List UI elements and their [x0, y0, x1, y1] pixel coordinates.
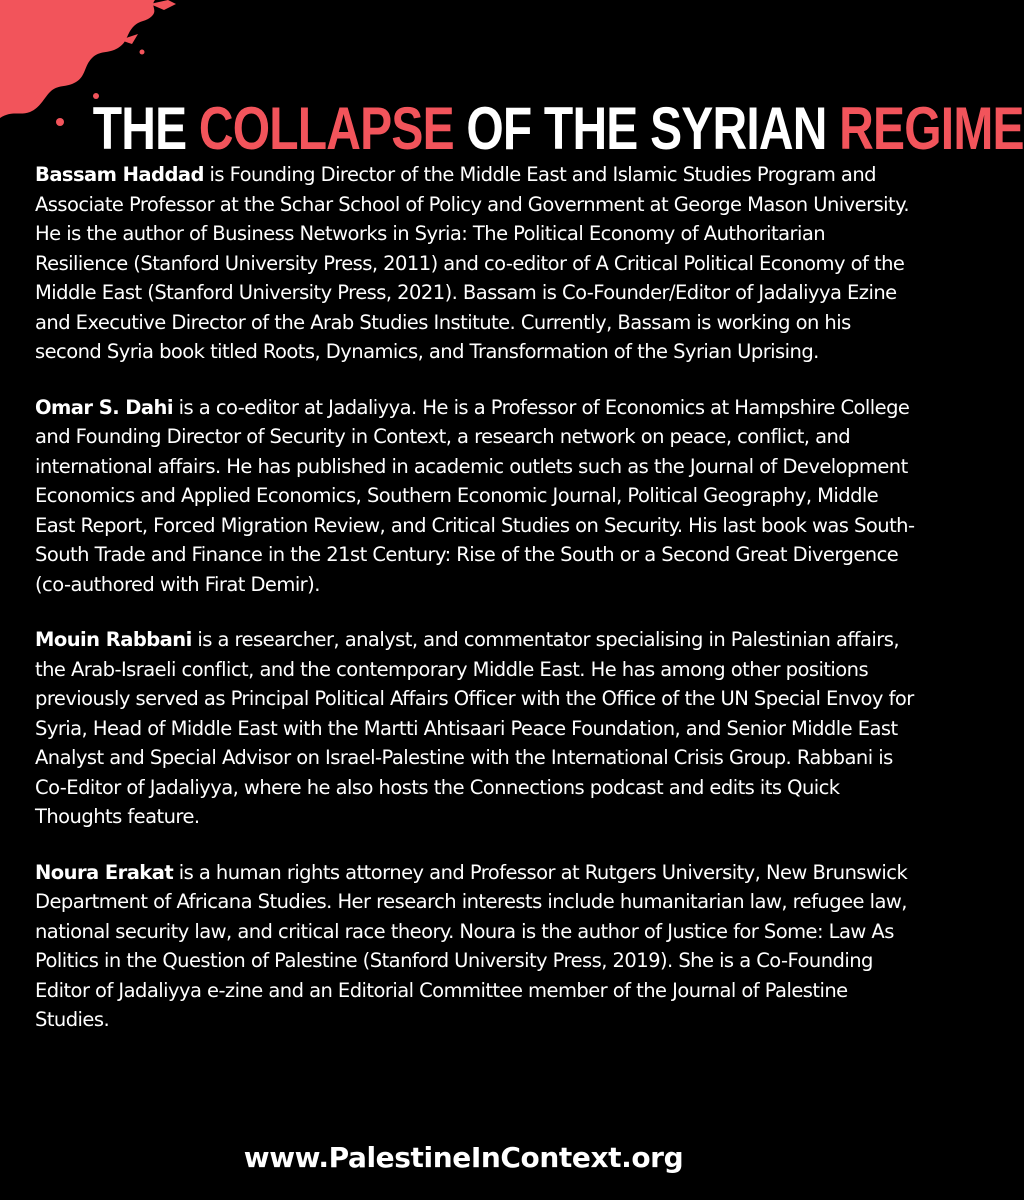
bio-text: is a co-editor at Jadaliyya. He is a Professor of Economics at Hampshire College and Founding Director of Security in Context, a research network on peace, conflict, and international affairs. He has published in academic outlets such as the Journal of Development Economics and Applied Economics, Southern Economic Journal, Political Geography, Middle East Report, Forced Migration Review, and Critical Studies on Security. His last book was South-South Trade and Finance in the 21st Century: Rise of the South or a Second Great Divergence (co-authored with Firat Demir).: [35, 395, 915, 596]
title-part-1: THE: [92, 95, 199, 163]
website-url[interactable]: www.PalestineInContext.org: [243, 1141, 684, 1174]
title-part-2: OF THE SYRIAN: [453, 95, 840, 163]
bio-name: Noura Erakat: [35, 860, 174, 884]
bio-text: is Founding Director of the Middle East and Islamic Studies Program and Associate Professor at the Schar School of Policy and Government at George Mason University. He is the author of Business Networks in Syria: The Political Economy of Authoritarian Resilience (Stanford University Press, 2011) and co-editor of A Critical Political Economy of the Middle East (Stanford University Press, 2021). Bassam is Co-Founder/Editor of Jadaliyya Ezine and Executive Director of the Arab Studies Institute. Currently, Bassam is working on his second Syria book titled Roots, Dynamics, and Transformation of the Syrian Uprising.: [35, 163, 909, 363]
bio-noura-erakat: [35, 858, 915, 1035]
title-accent-collapse: COLLAPSE: [198, 95, 454, 163]
bio-bassam-haddad: [35, 160, 915, 367]
bio-text: is a researcher, analyst, and commentator specialising in Palestinian affairs, the Arab-Israeli conflict, and the contemporary Middle East. He has among other positions previously served as Principal Political Affairs Officer with the Office of the UN Special Envoy for Syria, Head of Middle East with the Martti Ahtisaari Peace Foundation, and Senior Middle East Analyst and Special Advisor on Israel-Palestine with the International Crisis Group. Rabbani is Co-Editor of Jadaliyya, where he also hosts the Connections podcast and edits its Quick Thoughts feature.: [35, 628, 914, 828]
bio-mouin-rabbani: [35, 625, 915, 832]
speaker-bios: [35, 160, 915, 1061]
bio-name: Bassam Haddad: [35, 163, 204, 186]
bio-text: is a human rights attorney and Professor at Rutgers University, New Brunswick Department of Africana Studies. Her research interests include humanitarian law, refugee law, national security law, and critical race theory. Noura is the author of Justice for Some: Law As Politics in the Question of Palestine (Stanford University Press, 2019). She is a Co-Founding Editor of Jadaliyya e-zine and an Editorial Committee member of the Journal of Palestine Studies.: [35, 860, 908, 1031]
bio-name: Mouin Rabbani: [35, 628, 192, 651]
bio-name: Omar S. Dahi: [35, 395, 174, 419]
title-accent-regime: REGIME: [839, 95, 1024, 163]
bio-omar-dahi: [35, 393, 915, 600]
